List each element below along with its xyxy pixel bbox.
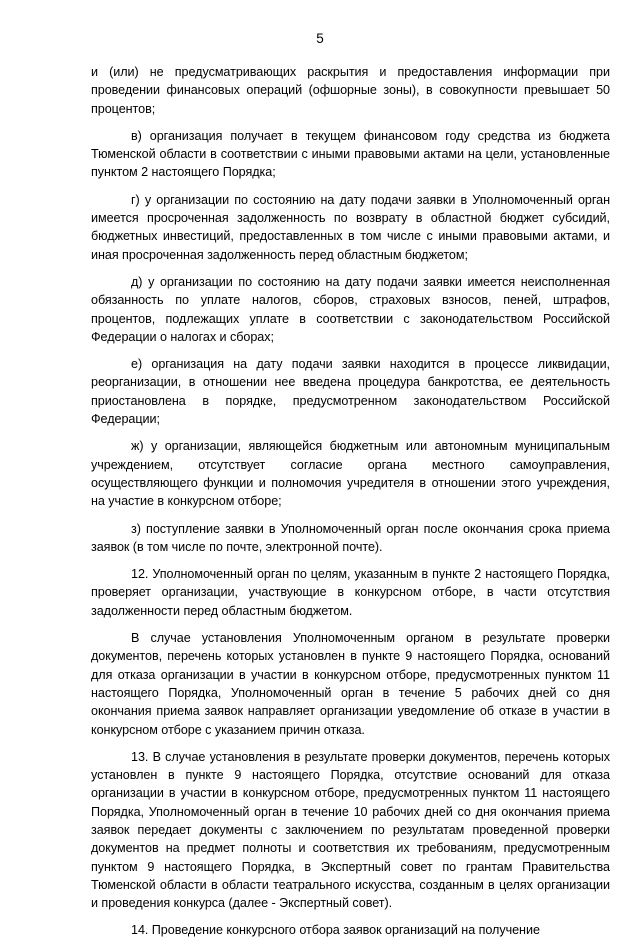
paragraph-item-e: е) организация на дату подачи заявки находится в процессе ликвидации, реорганизации, в отношении нее введена процедура банкротства, ее деятельность приостановлена в порядке, предусмотренном законодательством Российской Федерации; — [91, 357, 610, 427]
paragraph-point-13: 13. В случае установления в результате проверки документов, перечень которых установлен в пункте 9 настоящего Порядка, отсутствие оснований для отказа организации в участии в конкурсном отборе, предусмотренных пунктом 11 настоящего Порядка, Уполномоченный орган в течение 10 рабочих дней со дня окончания приема заявок передает документы с заключением по результатам проведенной проверки документов на предмет полноты и соответствия их требованиям, предусмотренным пунктом 9 настоящего Порядка, в Экспертный совет по грантам Правительства Тюменской области в области театрального искусства, созданным в целях организации и проведения конкурса (далее - Экспертный совет). — [91, 749, 610, 911]
paragraph-item-zh: ж) у организации, являющейся бюджетным или автономным муниципальным учреждением, отсутствует согласие органа местного самоуправления, осуществляющего функции и полномочия учредителя в отношении этого учреждения, на участие в конкурсном отборе; — [91, 439, 610, 509]
paragraph-point-12: 12. Уполномоченный орган по целям, указанным в пункте 2 настоящего Порядка, проверяет организации, участвующие в конкурсном отборе, в части отсутствия задолженности перед областным бюджетом. — [91, 567, 610, 618]
paragraph-refusal-notice: В случае установления Уполномоченным органом в результате проверки документов, перечень которых установлен в пункте 9 настоящего Порядка, оснований для отказа организации в участии в конкурсном отборе, предусмотренных пунктом 11 настоящего Порядка, Уполномоченный орган в течение 5 рабочих дней со дня окончания приема заявок направляет организации уведомление об отказе в участии в конкурсном отборе с указанием причин отказа. — [91, 631, 610, 737]
page-number: 5 — [316, 31, 324, 46]
paragraph-item-z: з) поступление заявки в Уполномоченный орган после окончания срока приема заявок (в том числе по почте, электронной почте). — [91, 521, 610, 554]
document-body — [91, 63, 610, 949]
paragraph-point-14: 14. Проведение конкурсного отбора заявок организаций на получение — [131, 923, 540, 938]
paragraph-item-v: в) организация получает в текущем финансовом году средства из бюджета Тюменской области в соответствии с иными правовыми актами на цели, установленные пунктом 2 настоящего Порядка; — [91, 128, 610, 180]
paragraph-offshore-continuation: и (или) не предусматривающих раскрытия и предоставления информации при проведении финансовых операций (офшорные зоны), в совокупности превышает 50 процентов; — [91, 65, 610, 116]
paragraph-item-g: г) у организации по состоянию на дату подачи заявки в Уполномоченный орган имеется просроченная задолженность по возврату в областной бюджет субсидий, бюджетных инвестиций, предоставленных в том числе с иными правовыми актами, и иная просроченная задолженность перед областным бюджетом; — [91, 192, 610, 262]
paragraph-item-d: д) у организации по состоянию на дату подачи заявки имеется неисполненная обязанность по уплате налогов, сборов, страховых взносов, пеней, штрафов, процентов, подлежащих уплате в соответствии с законодательством Российской Федерации о налогах и сборах; — [91, 274, 610, 344]
